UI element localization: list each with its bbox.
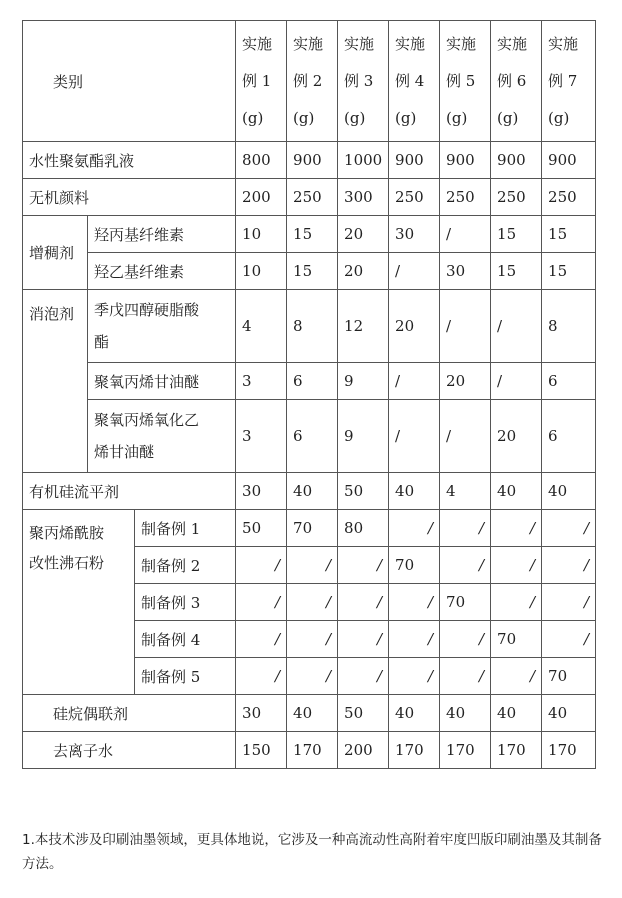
row-inorganic-pigment — [23, 179, 596, 216]
cell: 70 — [542, 658, 596, 695]
row-zeolite-p1 — [23, 510, 596, 547]
cell: 3 — [236, 400, 287, 473]
cell: 15 — [491, 253, 542, 290]
cell: 6 — [542, 363, 596, 400]
cell: 20 — [491, 400, 542, 473]
cell: / — [491, 290, 542, 363]
header-ex5: 实施 例 5 (g) — [440, 21, 491, 142]
row-defoamer-pets — [23, 290, 596, 363]
cell: / — [542, 621, 596, 658]
cell: / — [389, 658, 440, 695]
cell: 9 — [338, 363, 389, 400]
cell: 4 — [440, 473, 491, 510]
cell: / — [542, 510, 596, 547]
cell: 10 — [236, 216, 287, 253]
cell: / — [491, 658, 542, 695]
cell: 70 — [491, 621, 542, 658]
cell: 12 — [338, 290, 389, 363]
corner-header: 类别 — [23, 21, 236, 142]
row-silane — [23, 695, 596, 732]
cell: 40 — [542, 695, 596, 732]
cell: 900 — [440, 142, 491, 179]
cell: / — [287, 621, 338, 658]
cell: 15 — [491, 216, 542, 253]
row-label: 制备例 1 — [135, 510, 236, 547]
cell: 50 — [338, 695, 389, 732]
cell: / — [389, 584, 440, 621]
cell: / — [338, 621, 389, 658]
row-label: 制备例 2 — [135, 547, 236, 584]
cell: 20 — [389, 290, 440, 363]
cell: / — [236, 584, 287, 621]
cell: / — [440, 400, 491, 473]
cell: / — [542, 584, 596, 621]
row-label: 去离子水 — [23, 732, 236, 769]
cell: 40 — [389, 473, 440, 510]
cell: 900 — [542, 142, 596, 179]
row-deionized-water — [23, 732, 596, 769]
row-label: 制备例 4 — [135, 621, 236, 658]
cell: 30 — [389, 216, 440, 253]
cell: / — [440, 621, 491, 658]
cell: / — [440, 216, 491, 253]
cell: 15 — [542, 253, 596, 290]
cell: / — [491, 363, 542, 400]
cell: 20 — [440, 363, 491, 400]
cell: 40 — [440, 695, 491, 732]
cell: 900 — [287, 142, 338, 179]
formulation-table — [22, 20, 596, 769]
row-label: 羟丙基纤维素 — [88, 216, 236, 253]
row-leveling-agent — [23, 473, 596, 510]
cell: / — [338, 547, 389, 584]
cell: 250 — [542, 179, 596, 216]
cell: 900 — [389, 142, 440, 179]
header-ex1: 实施 例 1 (g) — [236, 21, 287, 142]
cell: 20 — [338, 216, 389, 253]
header-row — [23, 21, 596, 142]
cell: 250 — [389, 179, 440, 216]
cell: 170 — [287, 732, 338, 769]
header-ex4: 实施 例 4 (g) — [389, 21, 440, 142]
row-thickener-hec — [23, 253, 596, 290]
cell: 3 — [236, 363, 287, 400]
row-label: 水性聚氨酯乳液 — [23, 142, 236, 179]
cell: 300 — [338, 179, 389, 216]
cell: / — [287, 547, 338, 584]
cell: 800 — [236, 142, 287, 179]
row-label: 硅烷偶联剂 — [23, 695, 236, 732]
cell: 40 — [491, 695, 542, 732]
row-label: 羟乙基纤维素 — [88, 253, 236, 290]
cell: / — [491, 510, 542, 547]
cell: 10 — [236, 253, 287, 290]
cell: 4 — [236, 290, 287, 363]
cell: 6 — [287, 363, 338, 400]
cell: 6 — [542, 400, 596, 473]
cell: 250 — [287, 179, 338, 216]
cell: 8 — [542, 290, 596, 363]
row-defoamer-ppg — [23, 363, 596, 400]
cell: 900 — [491, 142, 542, 179]
cell: / — [440, 547, 491, 584]
cell: 40 — [287, 473, 338, 510]
cell: / — [287, 658, 338, 695]
cell: 70 — [440, 584, 491, 621]
cell: 170 — [542, 732, 596, 769]
cell: / — [389, 363, 440, 400]
cell: 15 — [542, 216, 596, 253]
group-label-zeolite: 聚丙烯酰胺 改性沸石粉 — [23, 510, 135, 695]
cell: / — [338, 584, 389, 621]
row-defoamer-gpe — [23, 400, 596, 473]
cell: 70 — [389, 547, 440, 584]
group-label-defoamer: 消泡剂 — [23, 290, 88, 473]
cell: 170 — [491, 732, 542, 769]
cell: / — [440, 510, 491, 547]
cell: / — [440, 658, 491, 695]
row-thickener-hpc — [23, 216, 596, 253]
cell: 40 — [287, 695, 338, 732]
cell: / — [542, 547, 596, 584]
cell: / — [287, 584, 338, 621]
cell: 170 — [440, 732, 491, 769]
cell: 6 — [287, 400, 338, 473]
cell: 70 — [287, 510, 338, 547]
cell: / — [491, 584, 542, 621]
cell: / — [389, 510, 440, 547]
cell: 250 — [440, 179, 491, 216]
cell: 30 — [440, 253, 491, 290]
cell: 15 — [287, 253, 338, 290]
cell: 8 — [287, 290, 338, 363]
cell: / — [440, 290, 491, 363]
header-ex3: 实施 例 3 (g) — [338, 21, 389, 142]
row-label: 聚氧丙烯甘油醚 — [88, 363, 236, 400]
cell: 40 — [542, 473, 596, 510]
cell: 1000 — [338, 142, 389, 179]
cell: 30 — [236, 695, 287, 732]
header-ex7: 实施 例 7 (g) — [542, 21, 596, 142]
row-label: 制备例 3 — [135, 584, 236, 621]
cell: / — [236, 547, 287, 584]
cell: 20 — [338, 253, 389, 290]
header-ex2: 实施 例 2 (g) — [287, 21, 338, 142]
cell: 200 — [338, 732, 389, 769]
cell: / — [338, 658, 389, 695]
cell: 40 — [389, 695, 440, 732]
cell: 80 — [338, 510, 389, 547]
header-ex6: 实施 例 6 (g) — [491, 21, 542, 142]
cell: / — [389, 253, 440, 290]
cell: 30 — [236, 473, 287, 510]
row-label: 季戊四醇硬脂酸 酯 — [88, 290, 236, 363]
cell: / — [491, 547, 542, 584]
cell: / — [389, 621, 440, 658]
cell: / — [389, 400, 440, 473]
row-label: 制备例 5 — [135, 658, 236, 695]
row-waterborne-pu — [23, 142, 596, 179]
row-label: 有机硅流平剂 — [23, 473, 236, 510]
group-label-thickener: 增稠剂 — [23, 216, 88, 290]
cell: / — [236, 658, 287, 695]
cell: 150 — [236, 732, 287, 769]
footnote-text: 1.本技术涉及印刷油墨领域，更具体地说，它涉及一种高流动性高附着牢度凹版印刷油墨及其制备方法。 — [22, 832, 602, 872]
cell: 15 — [287, 216, 338, 253]
cell: 170 — [389, 732, 440, 769]
cell: 50 — [338, 473, 389, 510]
row-label: 无机颜料 — [23, 179, 236, 216]
cell: / — [236, 621, 287, 658]
row-label: 聚氧丙烯氧化乙 烯甘油醚 — [88, 400, 236, 473]
cell: 9 — [338, 400, 389, 473]
cell: 200 — [236, 179, 287, 216]
cell: 50 — [236, 510, 287, 547]
cell: 250 — [491, 179, 542, 216]
cell: 40 — [491, 473, 542, 510]
